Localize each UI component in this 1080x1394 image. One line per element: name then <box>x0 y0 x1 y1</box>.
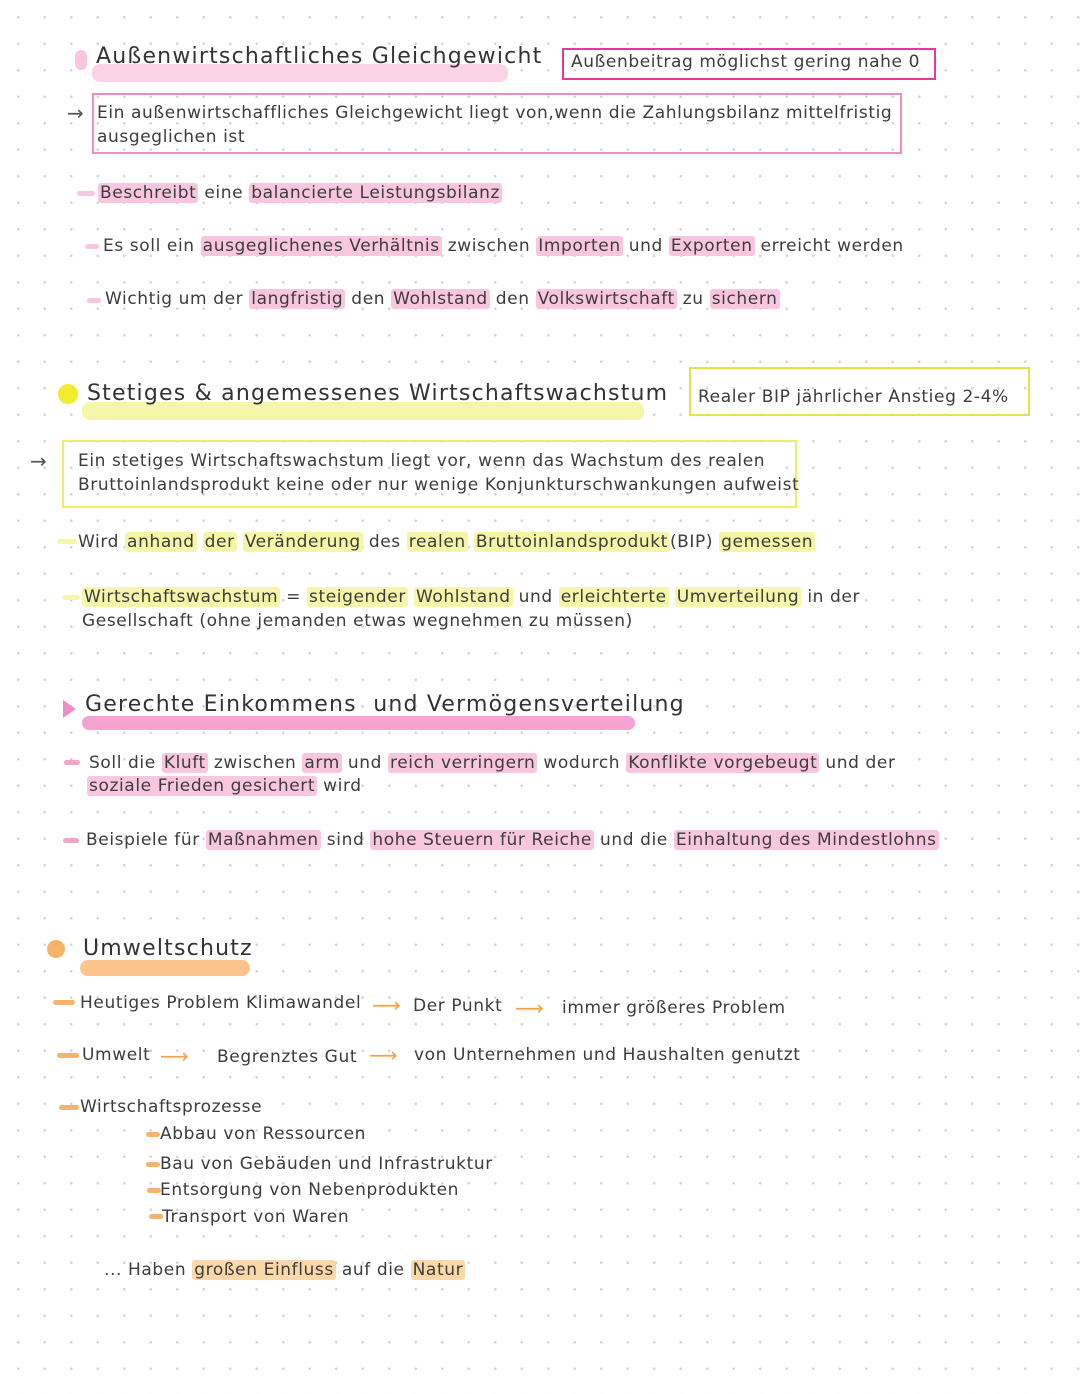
title-highlight <box>80 960 250 976</box>
list-item: Transport von Waren <box>162 1207 350 1227</box>
bullet-dash <box>57 539 77 544</box>
title-highlight <box>82 716 635 730</box>
text-line: Wirtschaftsprozesse <box>80 1097 263 1117</box>
bullet-dash <box>146 1132 160 1137</box>
text-line: soziale Frieden gesichert wird <box>89 776 362 796</box>
bullet-triangle <box>63 700 76 718</box>
text-line: Beschreibt eine balancierte Leistungsbilanz <box>100 183 500 203</box>
bullet-dash <box>63 838 79 843</box>
text-line: Heutiges Problem Klimawandel <box>80 993 362 1013</box>
section-title: Stetiges & angemessenes Wirtschaftswachstum <box>87 381 669 406</box>
key-box-text: Realer BIP jährlicher Anstieg 2-4% <box>698 387 1009 407</box>
text-line: immer größeres Problem <box>562 998 786 1018</box>
bullet-dash <box>149 1214 163 1219</box>
text-line: Begrenztes Gut <box>217 1047 358 1067</box>
definition-line: Ein außenwirtschaffliches Gleichgewicht liegt von,wenn die Zahlungsbilanz mittelfristig <box>97 103 893 123</box>
text-line: Der Punkt <box>413 996 503 1016</box>
section-title: Umweltschutz <box>83 936 253 961</box>
list-item: Abbau von Ressourcen <box>160 1124 367 1144</box>
arrow-icon: ⟶ <box>369 1043 399 1067</box>
arrow-icon: ⟶ <box>372 993 402 1017</box>
bullet-dash <box>59 1105 79 1110</box>
text-line: von Unternehmen und Haushalten genutzt <box>414 1045 801 1065</box>
section-title: Gerechte Einkommens und Vermögensverteilung <box>85 692 685 717</box>
definition-line: Ein stetiges Wirtschaftswachstum liegt vor, wenn das Wachstum des realen <box>78 451 766 471</box>
bullet-dash <box>87 298 101 303</box>
text-line: Soll die Kluft zwischen arm und reich verringern wodurch Konflikte vorgebeugt und der <box>89 753 896 773</box>
arrow-icon: ⟶ <box>515 996 545 1020</box>
list-item: Entsorgung von Nebenprodukten <box>160 1180 460 1200</box>
text-line: Wird anhand der Veränderung des realen Bruttoinlandsprodukt (BIP) gemessen <box>78 532 814 552</box>
list-item: Bau von Gebäuden und Infrastruktur <box>160 1154 493 1174</box>
section-title: Außenwirtschaftliches Gleichgewicht <box>96 44 543 69</box>
key-box-text: Außenbeitrag möglichst gering nahe 0 <box>571 52 921 72</box>
bullet-dot <box>75 50 87 70</box>
arrow-icon: ⟶ <box>160 1044 190 1068</box>
text-line: Es soll ein ausgeglichenes Verhältnis zwischen Importen und Exporten erreicht werden <box>103 236 904 256</box>
bullet-dash <box>64 760 80 765</box>
bullet-dot <box>47 940 65 958</box>
text-line: Gesellschaft (ohne jemanden etwas wegnehmen zu müssen) <box>82 611 633 631</box>
definition-line: Bruttoinlandsprodukt keine oder nur wenige Konjunkturschwankungen aufweist <box>78 475 800 495</box>
arrow-icon: → <box>67 101 85 125</box>
bullet-dash <box>85 244 99 249</box>
bullet-dash <box>77 191 95 196</box>
arrow-icon: → <box>30 449 48 473</box>
bullet-dot <box>58 384 78 404</box>
definition-line: ausgeglichen ist <box>97 127 246 147</box>
bullet-dash <box>146 1162 160 1167</box>
text-line: ... Haben großen Einfluss auf die Natur <box>104 1260 464 1280</box>
bullet-dash <box>147 1188 161 1193</box>
text-line: Wirtschaftswachstum = steigender Wohlstand und erleichterte Umverteilung in der <box>84 587 861 607</box>
bullet-dash <box>57 1053 79 1058</box>
bullet-dash <box>62 595 80 600</box>
text-line: Beispiele für Maßnahmen sind hohe Steuern für Reiche und die Einhaltung des Mindestlohns <box>86 830 937 850</box>
bullet-dash <box>53 1000 75 1005</box>
text-line: Wichtig um der langfristig den Wohlstand den Volkswirtschaft zu sichern <box>105 289 778 309</box>
text-line: Umwelt <box>82 1045 151 1065</box>
